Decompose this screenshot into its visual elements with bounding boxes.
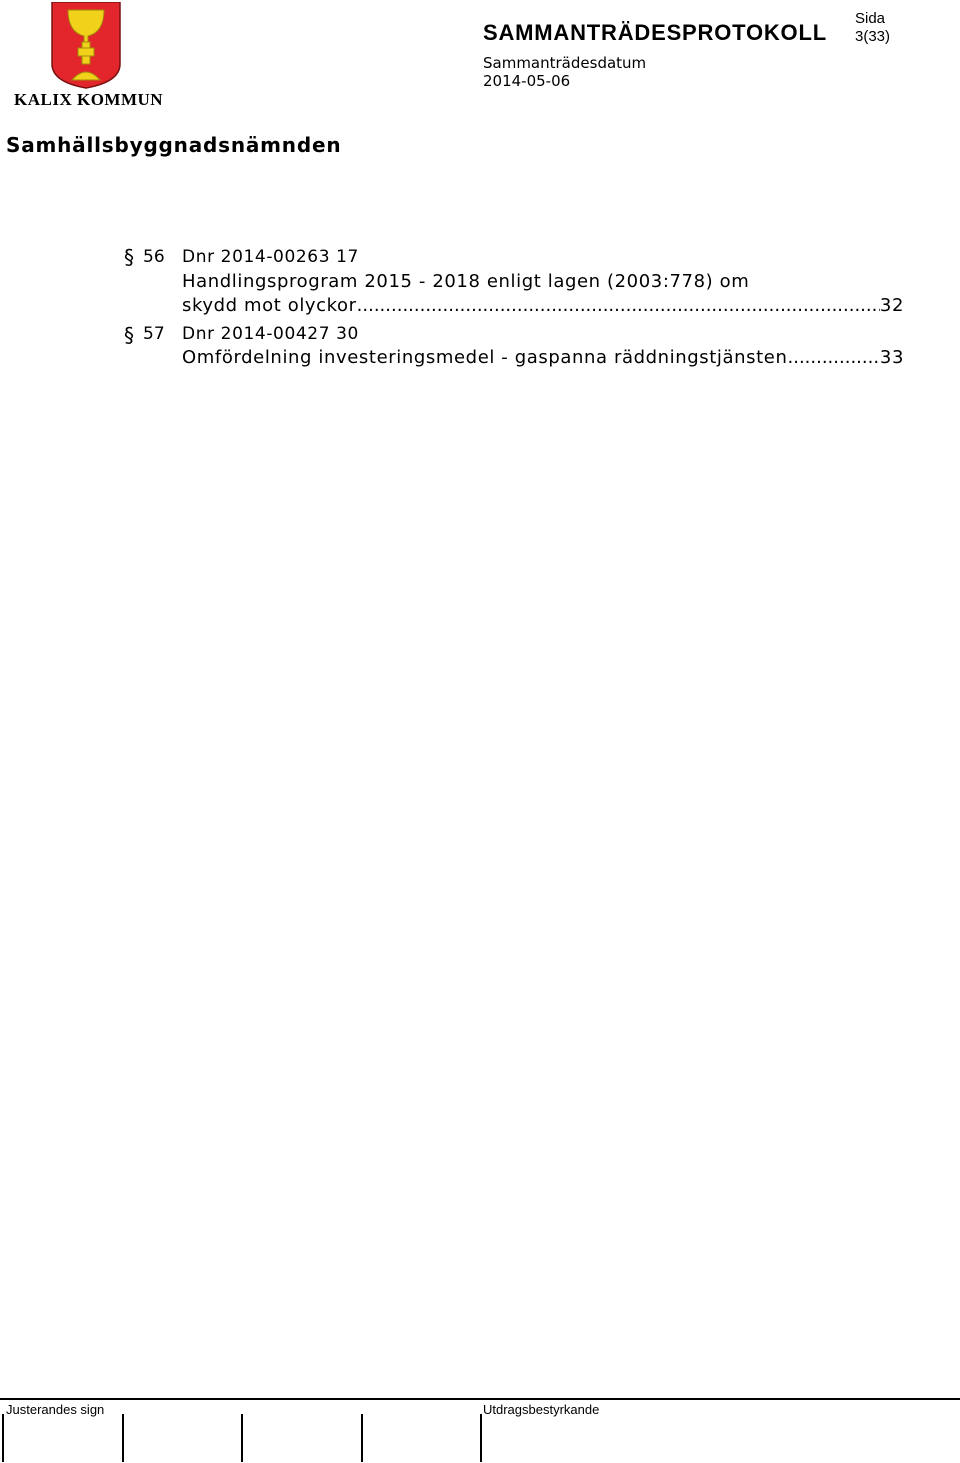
toc-item-title-cont: skydd mot olyckor	[182, 295, 357, 316]
toc-item-title[interactable]: Handlingsprogram 2015 - 2018 enligt lagen (2003:778) om	[182, 271, 750, 292]
toc-item-number: 57	[143, 324, 165, 344]
page-label: Sida	[855, 10, 886, 27]
toc-item-number: 56	[143, 247, 165, 267]
meeting-date-label: Sammanträdesdatum	[483, 54, 647, 72]
signature-box-divider	[241, 1414, 243, 1462]
signature-box-divider	[480, 1414, 482, 1462]
toc-item-leader-row[interactable]	[182, 347, 904, 368]
paragraph-symbol: §	[124, 323, 134, 347]
signature-box-divider	[361, 1414, 363, 1462]
page-number: 3(33)	[855, 28, 891, 45]
document-title: SAMMANTRÄDESPROTOKOLL	[483, 20, 827, 45]
meeting-date-value: 2014-05-06	[483, 72, 571, 90]
signature-box-divider	[122, 1414, 124, 1462]
toc-item-dnr[interactable]: Dnr 2014-00263 17	[182, 247, 359, 267]
committee-name: Samhällsbyggnadsnämnden	[6, 133, 342, 157]
logo-text: KALIX KOMMUN	[14, 90, 164, 109]
toc-item-title: Omfördelning investeringsmedel - gaspanna räddningstjänsten	[182, 347, 788, 368]
toc-item-dnr[interactable]: Dnr 2014-00427 30	[182, 324, 359, 344]
coat-of-arms-icon	[14, 2, 162, 92]
paragraph-symbol: §	[124, 245, 134, 269]
footer-left-label: Justerandes sign	[6, 1402, 105, 1417]
footer-right-label: Utdragsbestyrkande	[483, 1402, 600, 1417]
footer-divider	[0, 1398, 960, 1400]
toc-item-page: 33	[879, 347, 904, 368]
signature-box-divider	[2, 1414, 4, 1462]
leader-dots	[788, 347, 880, 368]
leader-dots	[357, 295, 880, 316]
toc-item-page: 32	[879, 295, 904, 316]
toc-item-leader-row[interactable]	[182, 295, 904, 316]
